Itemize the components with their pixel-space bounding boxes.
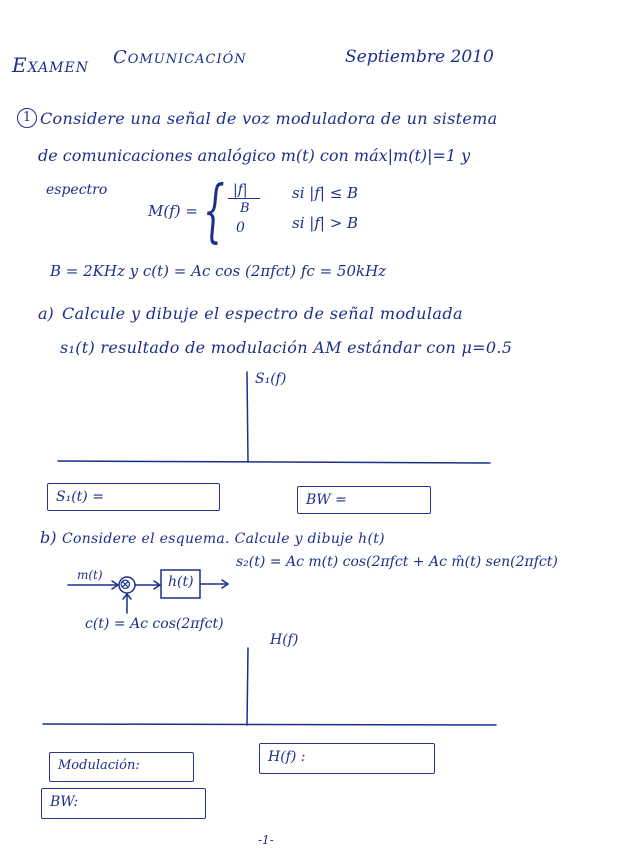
part-a-label: a) bbox=[38, 304, 54, 323]
plot-a-label: S₁(f) bbox=[255, 371, 287, 387]
problem1-line2: de comunicaciones analógico m(t) con máx|m(t)|=1 y bbox=[38, 146, 471, 165]
plot-b-label: H(f) bbox=[270, 632, 299, 648]
problem1-line3: espectro bbox=[46, 182, 108, 198]
carrier-label: c(t) = Ac cos(2πfct) bbox=[85, 616, 224, 632]
parameters-line: B = 2KHz y c(t) = Ac cos (2πfct) fc = 50kHz bbox=[50, 262, 387, 280]
filter-block bbox=[161, 570, 200, 598]
part-b-line1: Considere el esquema. Calcule y dibuje h(t) bbox=[62, 531, 385, 547]
exam-date: Septiembre 2010 bbox=[345, 47, 494, 67]
carrier-arrow bbox=[123, 594, 131, 613]
block-output-equation: s₂(t) = Ac m(t) cos(2πfct + Ac m̂(t) sen(2πfct) bbox=[236, 554, 558, 570]
answer-box-s1-label: S₁(t) = bbox=[56, 489, 104, 505]
case2-value: 0 bbox=[236, 220, 245, 236]
page-number: -1- bbox=[258, 833, 274, 847]
filter-label: h(t) bbox=[168, 574, 194, 590]
part-b-label: b) bbox=[40, 528, 57, 547]
subject-title: Comunicación bbox=[113, 47, 247, 68]
case1-denominator: B bbox=[240, 201, 250, 216]
case1-condition: si |f| ≤ B bbox=[292, 184, 359, 202]
part-a-line1: Calcule y dibuje el espectro de señal modulada bbox=[62, 304, 463, 323]
plot-a-y-axis bbox=[247, 372, 248, 462]
mixer-circle bbox=[119, 577, 135, 593]
plot-b-y-axis bbox=[247, 648, 248, 725]
answer-box-hf-label: H(f) : bbox=[268, 749, 306, 765]
answer-box-modulation-label: Modulación: bbox=[58, 758, 140, 773]
part-a-line2: s₁(t) resultado de modulación AM estándar con μ=0.5 bbox=[60, 338, 513, 357]
filter-output-arrow bbox=[201, 580, 228, 588]
answer-box-bw-a-label: BW = bbox=[306, 492, 347, 508]
plot-a-x-axis bbox=[58, 461, 490, 463]
brace-glyph: { bbox=[203, 172, 225, 251]
problem-number: 1 bbox=[17, 108, 37, 128]
case1-numerator: |f| bbox=[233, 182, 248, 198]
case2-condition: si |f| > B bbox=[292, 214, 359, 232]
mixer-to-filter-arrow bbox=[135, 581, 160, 589]
answer-box-bw-b-label: BW: bbox=[50, 794, 79, 810]
block-input-label: m(t) bbox=[77, 568, 103, 582]
exam-title: Examen bbox=[12, 53, 89, 77]
plot-b-x-axis bbox=[43, 724, 496, 725]
input-arrow bbox=[68, 581, 118, 589]
spectrum-lhs: M(f) = bbox=[148, 202, 198, 220]
problem1-line1: Considere una señal de voz moduladora de un sistema bbox=[40, 109, 498, 128]
mixer-symbol: ⊗ bbox=[119, 575, 132, 593]
